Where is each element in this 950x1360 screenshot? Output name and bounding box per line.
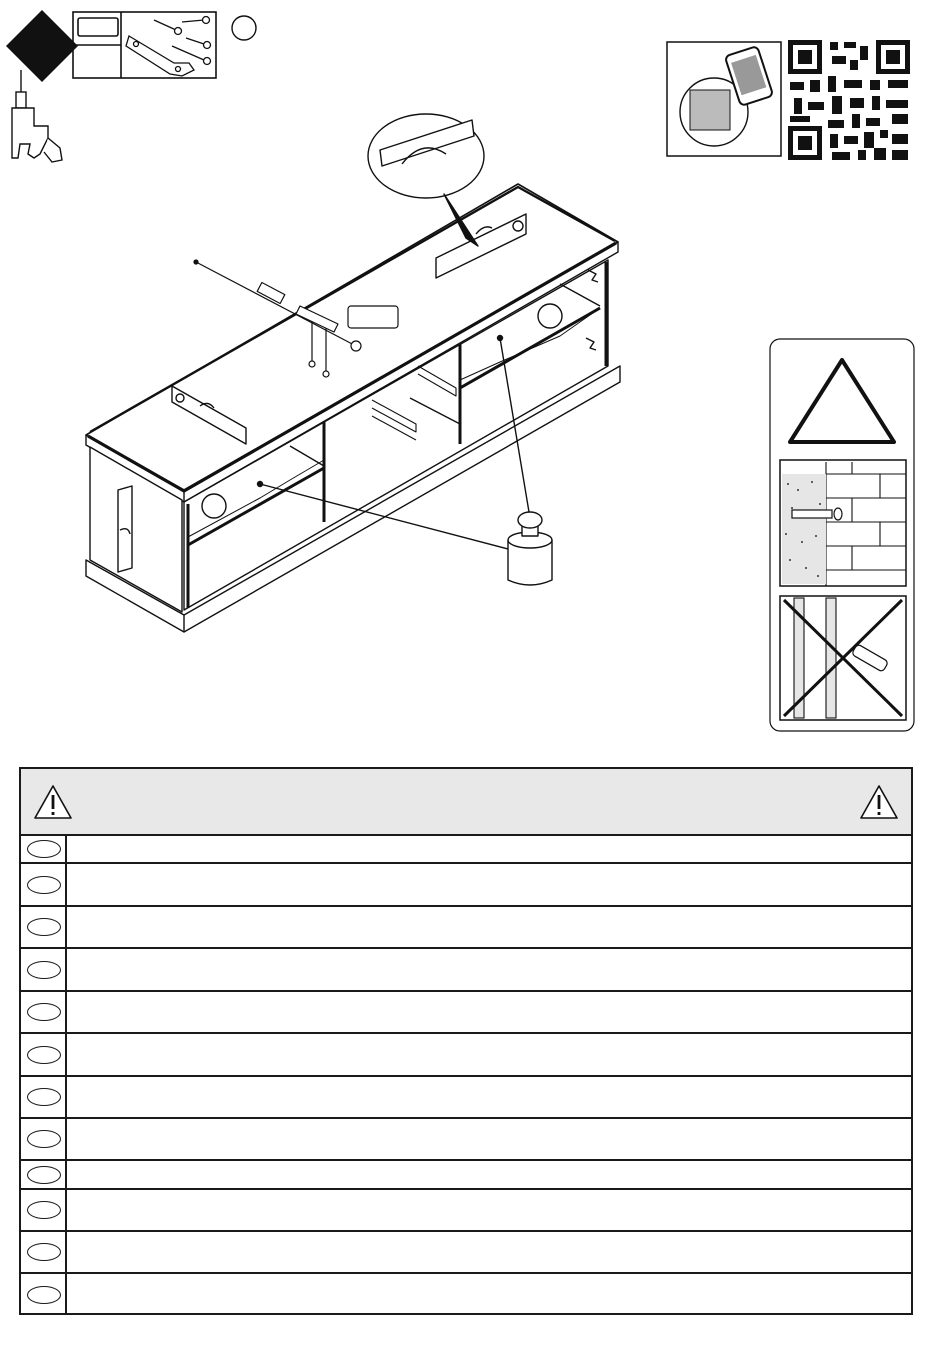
language-oval [27,1130,61,1148]
table-row [21,1077,911,1119]
language-cell [21,1119,67,1159]
language-oval [27,918,61,936]
video-instruction-panel [666,40,914,162]
language-oval [27,1088,61,1106]
language-oval [27,1243,61,1261]
tv-stand-illustration [80,110,640,650]
weight-icon [508,512,552,585]
language-oval [27,1046,61,1064]
wall-type-warning-panel [768,338,916,734]
table-row [21,1190,911,1232]
language-cell [21,1034,67,1075]
language-oval [27,840,61,858]
table-row [21,836,911,864]
language-oval [27,876,61,894]
wall-bracket-icon [126,36,194,76]
table-row [21,1161,911,1190]
table-row [21,1274,911,1315]
spirit-level-side [118,486,132,572]
language-oval [27,1286,61,1304]
language-cell [21,992,67,1032]
language-oval [27,1166,61,1184]
drill-icon [12,70,62,162]
language-cell [21,864,67,905]
table-row [21,1232,911,1274]
table-row [21,1034,911,1077]
language-oval [27,1003,61,1021]
language-cell [21,1274,67,1315]
hollow-wall-crossed-icon [780,596,906,720]
language-cell [21,1232,67,1272]
bracket-callout-box [348,306,398,328]
table-row [21,1119,911,1161]
language-oval [27,961,61,979]
qr-thumbnail [690,90,730,130]
solid-brick-wall-icon [780,460,906,586]
step-diamond-icon [6,10,78,82]
language-cell [21,907,67,947]
language-cell [21,1077,67,1117]
language-oval [27,1201,61,1219]
language-cell [21,836,67,862]
language-cell [21,1190,67,1230]
safety-warning-table [19,767,913,1315]
language-cell [21,949,67,990]
warning-exclamation-icon [33,783,73,821]
table-header [21,769,911,836]
table-row [21,949,911,992]
warning-exclamation-icon [859,783,899,821]
step-number-circle [232,16,256,40]
qr-code-icon [788,40,910,160]
table-row [21,864,911,907]
table-row [21,907,911,949]
table-row [21,992,911,1034]
language-cell [21,1161,67,1188]
